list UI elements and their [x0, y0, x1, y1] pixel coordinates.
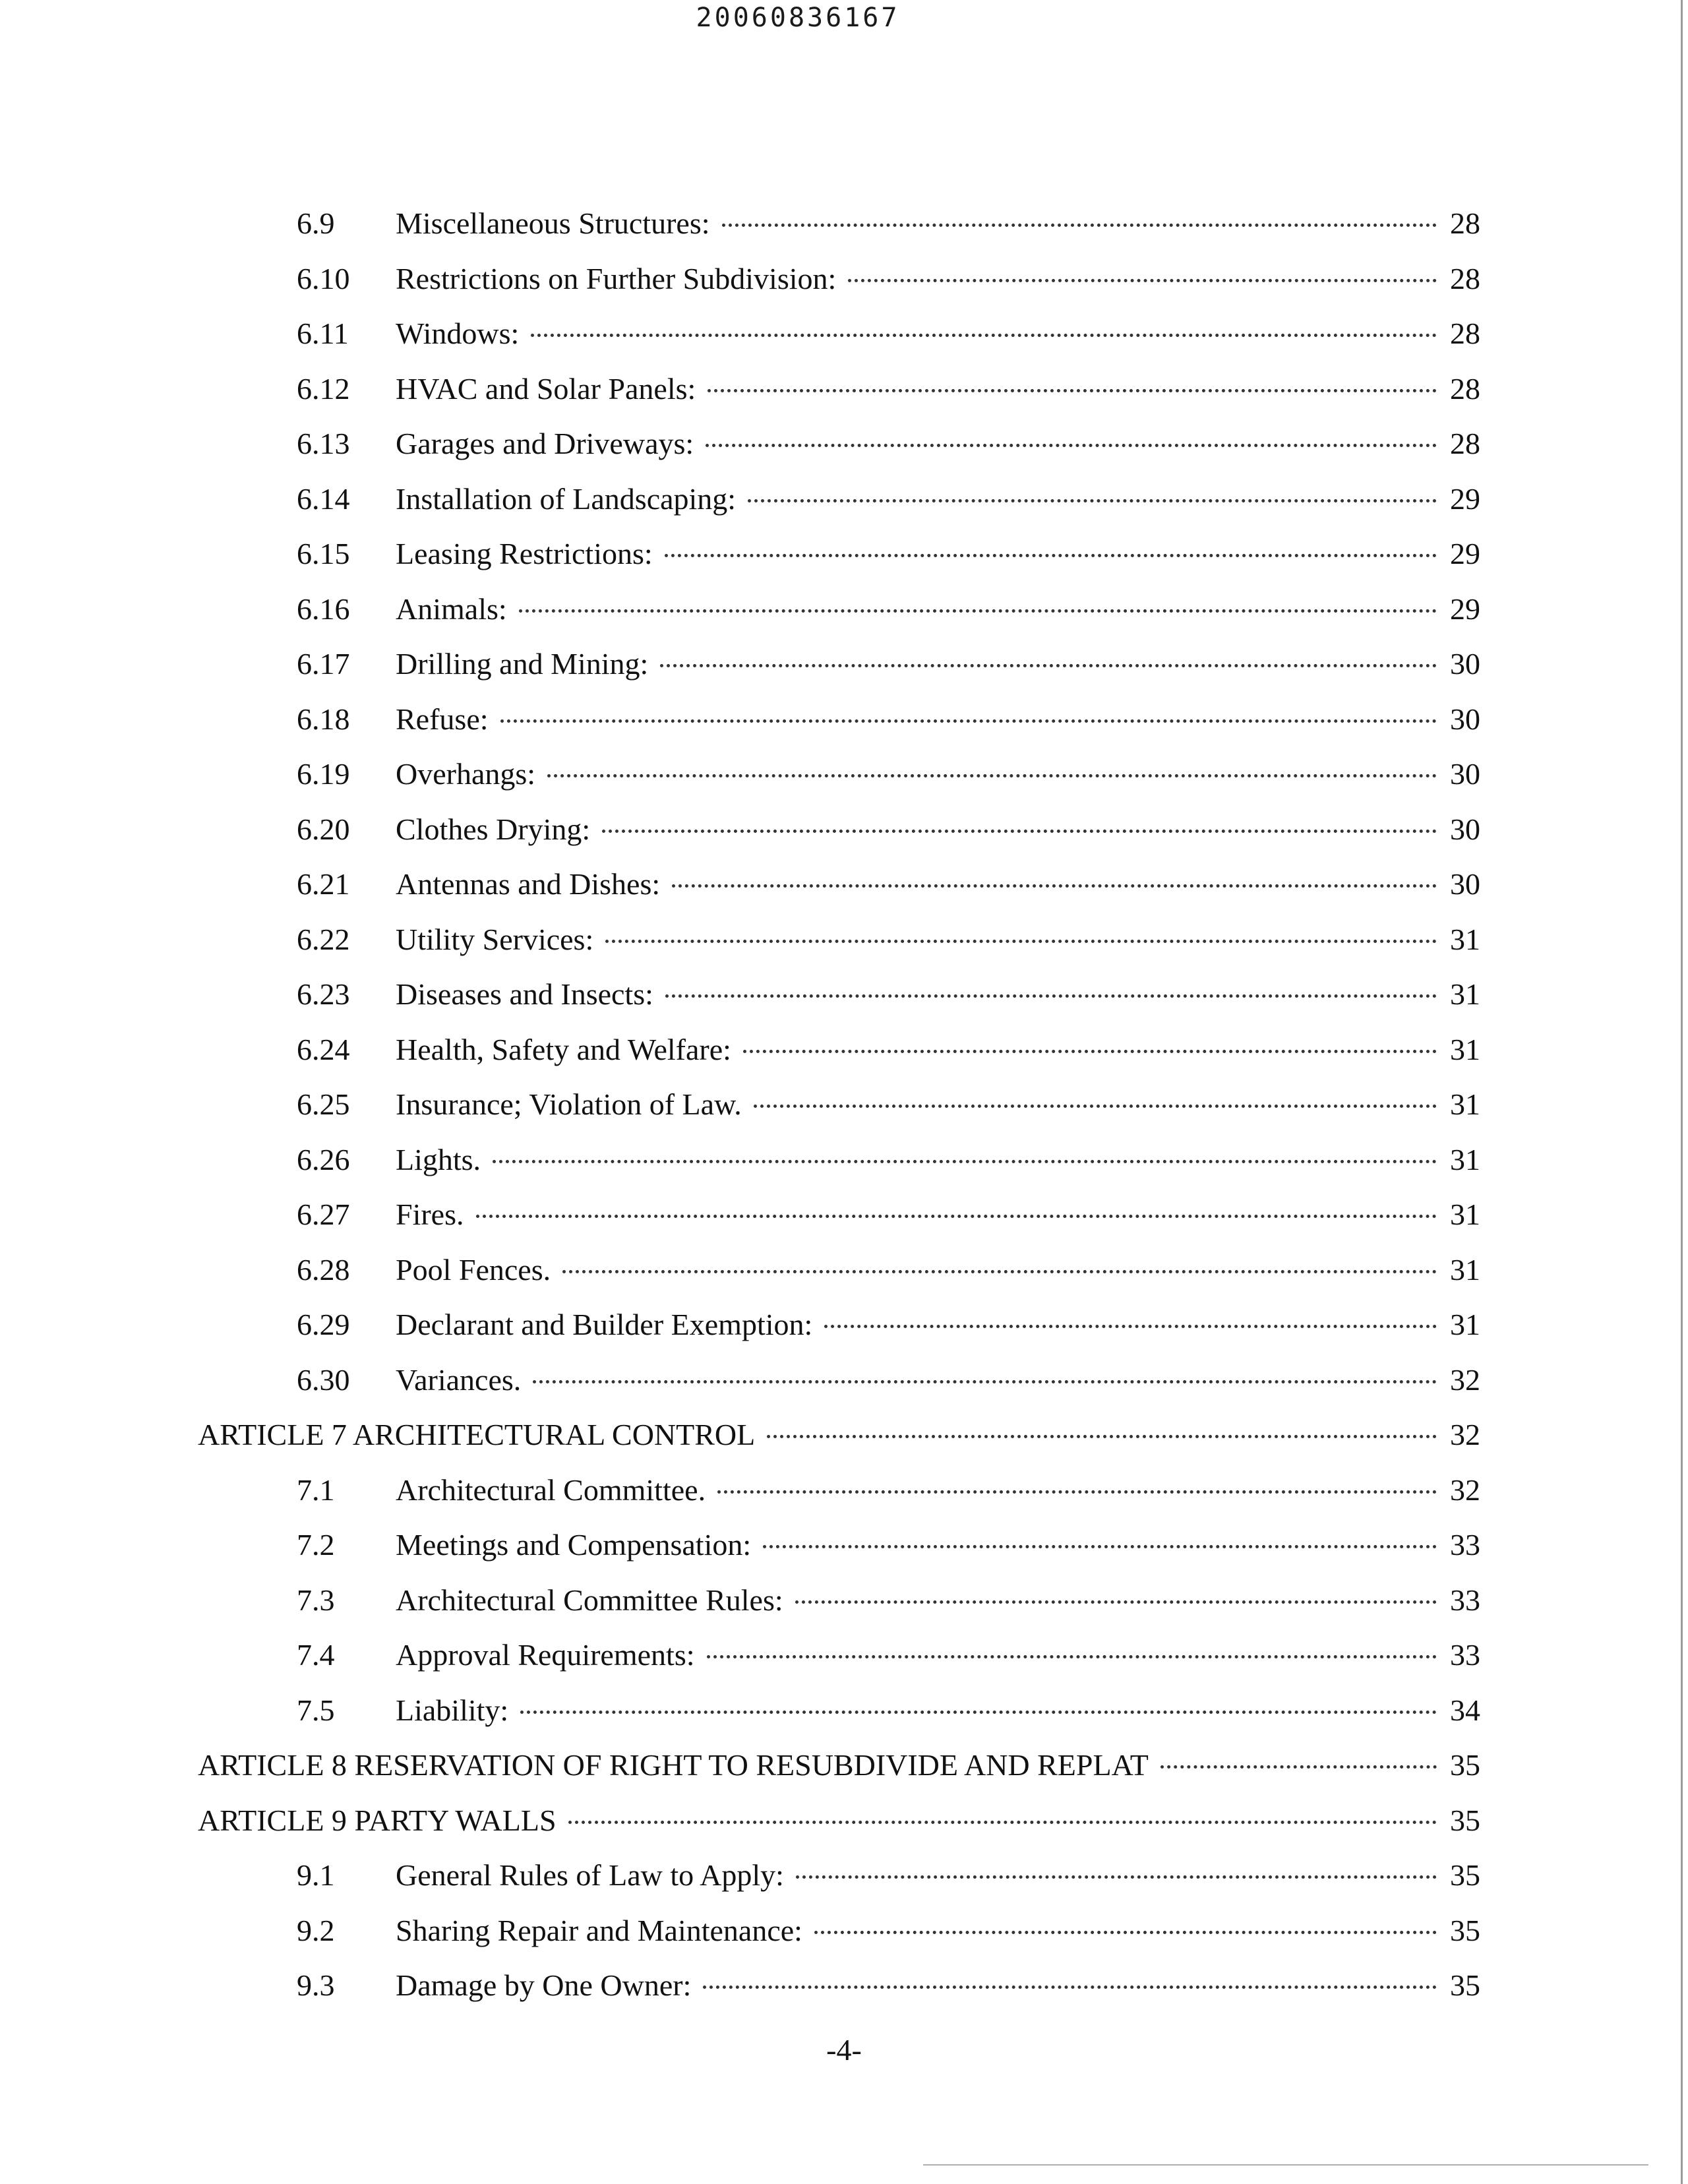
dot-leader [660, 664, 1437, 667]
toc-entry [396, 1467, 1480, 1514]
toc-entry-title: Clothes Drying: [396, 812, 591, 846]
toc-section-row [0, 1631, 1688, 1687]
toc-entry-title: Antennas and Dishes: [396, 867, 661, 901]
dot-leader [706, 444, 1437, 447]
toc-section-number: 6.30 [297, 1362, 350, 1397]
toc-entry [396, 310, 1480, 357]
toc-page-number: 30 [1450, 702, 1480, 736]
toc-section-number: 6.27 [297, 1198, 350, 1231]
toc-page-number: 31 [1450, 1032, 1480, 1066]
toc-page-number: 33 [1450, 1528, 1480, 1562]
toc-page-number: 29 [1450, 481, 1480, 516]
toc-section-number: 7.2 [297, 1528, 335, 1562]
toc-entry-title: Insurance; Violation of Law. [396, 1087, 742, 1121]
toc-section-number: 6.26 [297, 1142, 350, 1176]
toc-section-number: 9.3 [297, 1968, 335, 2002]
toc-entry [396, 1577, 1480, 1624]
toc-section-row [0, 696, 1688, 751]
toc-entry [396, 1026, 1480, 1074]
toc-entry-title: Liability: [396, 1693, 509, 1727]
toc-entry [396, 200, 1480, 247]
toc-section-number: 6.11 [297, 317, 349, 350]
toc-section-row [0, 640, 1688, 696]
toc-section-row [0, 255, 1688, 311]
toc-section-number: 6.18 [297, 702, 350, 736]
toc-entry [396, 696, 1480, 743]
toc-entry [198, 1411, 1480, 1459]
dot-leader [493, 1160, 1437, 1163]
scan-bottom-line [923, 2164, 1648, 2166]
toc-section-row [0, 1577, 1688, 1632]
toc-entry-title: Health, Safety and Welfare: [396, 1032, 731, 1066]
toc-page-number: 31 [1450, 1087, 1480, 1121]
toc-section-row [0, 310, 1688, 365]
toc-entry-title: Approval Requirements: [396, 1638, 695, 1672]
toc-entry-title: Architectural Committee. [396, 1472, 706, 1507]
dot-leader [500, 719, 1437, 723]
toc-page-number: 31 [1450, 922, 1480, 956]
toc-section-number: 6.29 [297, 1308, 350, 1341]
toc-entry-title: Meetings and Compensation: [396, 1528, 752, 1562]
toc-page-number: 33 [1450, 1638, 1480, 1672]
toc-entry-title: Leasing Restrictions: [396, 537, 653, 570]
toc-entry [396, 1852, 1480, 1899]
toc-section-number: 6.16 [297, 592, 350, 626]
toc-page-number: 31 [1450, 1198, 1480, 1231]
toc-entry [396, 640, 1480, 688]
toc-entry-title: Declarant and Builder Exemption: [396, 1308, 813, 1341]
toc-entry [396, 1191, 1480, 1238]
dot-leader [707, 1655, 1437, 1658]
toc-entry [396, 750, 1480, 798]
toc-entry-title: Utility Services: [396, 922, 594, 956]
toc-entry [396, 971, 1480, 1018]
dot-leader [562, 1270, 1437, 1273]
toc-page-number: 28 [1450, 206, 1480, 240]
toc-section-number: 9.1 [297, 1858, 335, 1892]
toc-entry-title: Animals: [396, 592, 507, 626]
dot-leader [767, 1435, 1437, 1438]
toc-section-number: 6.12 [297, 371, 350, 406]
toc-entry [396, 806, 1480, 853]
toc-section-row [0, 1687, 1688, 1742]
toc-section-row [0, 1962, 1688, 2017]
toc-entry [396, 1356, 1480, 1404]
toc-page-number: 28 [1450, 261, 1480, 295]
toc-section-row [0, 1026, 1688, 1081]
scan-edge-line [1681, 0, 1683, 2184]
toc-entry [396, 1136, 1480, 1184]
toc-entry-title: Architectural Committee Rules: [396, 1583, 783, 1617]
toc-entry [396, 475, 1480, 523]
toc-section-number: 6.21 [297, 867, 350, 901]
toc-page-number: 35 [1450, 1913, 1480, 1947]
toc-page-number: 32 [1450, 1418, 1480, 1451]
toc-section-row [0, 1907, 1688, 1962]
dot-leader [605, 940, 1437, 943]
toc-entry-title: Garages and Driveways: [396, 427, 694, 460]
toc-entry-title: Restrictions on Further Subdivision: [396, 261, 837, 295]
toc-entry [198, 1797, 1480, 1844]
toc-entry [396, 420, 1480, 468]
toc-entry-title: Variances. [396, 1362, 522, 1397]
toc-section-number: 7.1 [297, 1472, 335, 1507]
toc-entry [396, 255, 1480, 303]
dot-leader [748, 499, 1437, 502]
toc-section-row [0, 1467, 1688, 1522]
toc-entry-title: Drilling and Mining: [396, 647, 649, 681]
toc-section-number: 6.17 [297, 647, 350, 681]
toc-section-number: 6.22 [297, 922, 350, 956]
dot-leader [708, 389, 1437, 392]
toc-section-number: 6.13 [297, 427, 350, 460]
toc-section-row [0, 1081, 1688, 1136]
toc-page-number: 29 [1450, 592, 1480, 626]
toc-entry-title: Windows: [396, 317, 520, 350]
toc-section-row [0, 1301, 1688, 1356]
dot-leader [717, 1490, 1437, 1494]
dot-leader [665, 994, 1437, 998]
toc-section-row [0, 971, 1688, 1026]
toc-section-row [0, 1136, 1688, 1192]
toc-section-row [0, 750, 1688, 806]
toc-entry [396, 861, 1480, 908]
toc-entry [396, 586, 1480, 633]
toc-section-number: 9.2 [297, 1913, 335, 1947]
dot-leader [672, 884, 1437, 888]
toc-page-number: 30 [1450, 647, 1480, 681]
toc-entry [396, 1081, 1480, 1128]
toc-entry-title: Fires. [396, 1198, 464, 1231]
dot-leader [533, 1380, 1437, 1383]
toc-entry [396, 530, 1480, 578]
toc-section-row [0, 530, 1688, 586]
toc-entry-title: Pool Fences. [396, 1252, 551, 1287]
toc-section-row [0, 1246, 1688, 1302]
toc-section-number: 6.25 [297, 1087, 350, 1121]
toc-section-row [0, 806, 1688, 861]
toc-section-number: 6.14 [297, 481, 350, 516]
toc-entry-title: ARTICLE 9 PARTY WALLS [198, 1803, 557, 1837]
toc-section-number: 6.9 [297, 206, 335, 240]
toc-section-row [0, 365, 1688, 421]
toc-entry-title: Diseases and Insects: [396, 977, 653, 1011]
dot-leader [795, 1600, 1437, 1604]
toc-section-row [0, 1356, 1688, 1412]
dot-leader [703, 1986, 1437, 1989]
dot-leader [665, 554, 1437, 557]
toc-page-number: 34 [1450, 1693, 1480, 1727]
toc-section-number: 6.15 [297, 537, 350, 570]
toc-section-number: 6.19 [297, 757, 350, 791]
dot-leader [722, 224, 1437, 227]
toc-entry [396, 1631, 1480, 1679]
toc-page-number: 30 [1450, 757, 1480, 791]
toc-entry [396, 365, 1480, 413]
toc-section-row [0, 1191, 1688, 1246]
toc-entry [396, 1521, 1480, 1569]
toc-page-number: 31 [1450, 1252, 1480, 1287]
toc-section-number: 6.24 [297, 1032, 350, 1066]
toc-section-row [0, 1521, 1688, 1577]
toc-entry-title: ARTICLE 7 ARCHITECTURAL CONTROL [198, 1418, 756, 1451]
toc-entry [396, 1907, 1480, 1955]
toc-entry-title: Installation of Landscaping: [396, 481, 737, 516]
toc-page-number: 28 [1450, 371, 1480, 406]
dot-leader [1160, 1765, 1437, 1769]
toc-page-number: 33 [1450, 1583, 1480, 1617]
toc-section-number: 6.10 [297, 261, 350, 295]
toc-entry [396, 916, 1480, 963]
toc-section-row [0, 916, 1688, 971]
dot-leader [763, 1545, 1437, 1548]
toc-entry-title: ARTICLE 8 RESERVATION OF RIGHT TO RESUBDIVIDE AND REPLAT [198, 1748, 1149, 1782]
dot-leader [824, 1325, 1437, 1328]
dot-leader [568, 1821, 1437, 1824]
toc-page-number: 35 [1450, 1858, 1480, 1892]
toc-entry-title: Lights. [396, 1142, 481, 1176]
dot-leader [602, 830, 1437, 833]
toc-page-number: 29 [1450, 537, 1480, 570]
toc-section-number: 6.20 [297, 812, 350, 846]
dot-leader [848, 279, 1437, 282]
toc-section-number: 7.4 [297, 1638, 335, 1672]
toc-page-number: 32 [1450, 1362, 1480, 1397]
toc-section-number: 6.28 [297, 1252, 350, 1287]
toc-page-number: 31 [1450, 1142, 1480, 1176]
toc-page-number: 31 [1450, 977, 1480, 1011]
toc-section-number: 7.3 [297, 1583, 335, 1617]
toc-page-number: 35 [1450, 1803, 1480, 1837]
toc-entry-title: Refuse: [396, 702, 489, 736]
dot-leader [520, 1711, 1437, 1714]
page-number: -4- [826, 2033, 862, 2067]
toc-section-row [0, 200, 1688, 255]
toc-entry [198, 1742, 1480, 1789]
dot-leader [743, 1050, 1437, 1053]
toc-page-number: 35 [1450, 1968, 1480, 2002]
toc-page-number: 30 [1450, 812, 1480, 846]
dot-leader [519, 609, 1437, 613]
toc-section-row [0, 420, 1688, 475]
toc-page-number: 32 [1450, 1472, 1480, 1507]
dot-leader [814, 1931, 1437, 1934]
dot-leader [754, 1105, 1437, 1108]
toc-entry-title: Damage by One Owner: [396, 1968, 692, 2002]
toc-article-row [0, 1411, 1688, 1467]
toc-section-row [0, 475, 1688, 531]
toc-entry-title: Miscellaneous Structures: [396, 206, 710, 240]
toc-entry [396, 1246, 1480, 1294]
toc-article-row [0, 1797, 1688, 1852]
dot-leader [531, 334, 1437, 337]
toc-entry [396, 1301, 1480, 1349]
toc-entry-title: HVAC and Solar Panels: [396, 371, 696, 406]
toc-entry [396, 1962, 1480, 2009]
toc-page-number: 28 [1450, 427, 1480, 460]
toc-entry-title: Overhangs: [396, 757, 536, 791]
toc-entry [396, 1687, 1480, 1734]
dot-leader [547, 774, 1437, 777]
toc-section-row [0, 861, 1688, 916]
dot-leader [796, 1875, 1437, 1879]
toc-page-number: 31 [1450, 1308, 1480, 1341]
toc-entry-title: General Rules of Law to Apply: [396, 1858, 784, 1892]
toc-section-number: 7.5 [297, 1693, 335, 1727]
toc-page-number: 28 [1450, 317, 1480, 350]
toc-page-number: 30 [1450, 867, 1480, 901]
toc-section-row [0, 1852, 1688, 1907]
toc-article-row [0, 1742, 1688, 1797]
document-number: 20060836167 [696, 3, 900, 33]
toc-section-number: 6.23 [297, 977, 350, 1011]
toc-page-number: 35 [1450, 1748, 1480, 1782]
dot-leader [476, 1215, 1437, 1218]
table-of-contents [0, 200, 1688, 2017]
toc-entry-title: Sharing Repair and Maintenance: [396, 1913, 802, 1947]
toc-section-row [0, 586, 1688, 641]
